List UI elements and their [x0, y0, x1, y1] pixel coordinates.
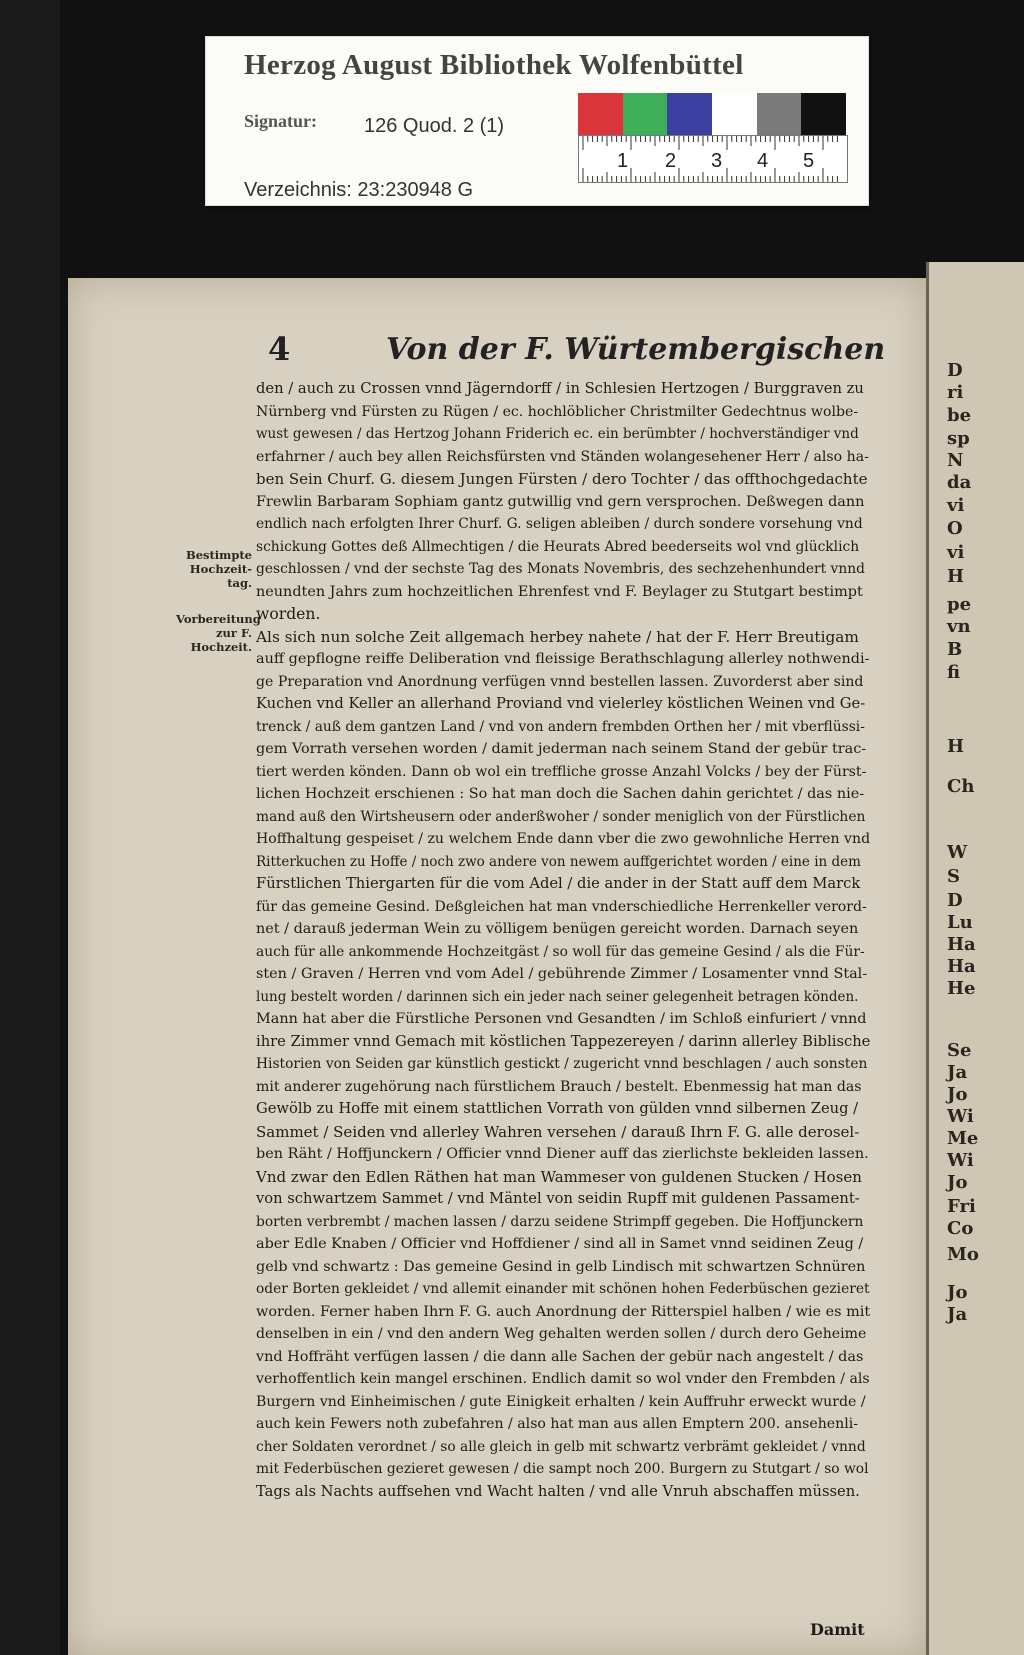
- text-line: neundten Jahrs zum hochzeitlichen Ehrenfest vnd F. Beylager zu Stutgart bestimpt: [256, 583, 863, 600]
- text-line: Historien von Seiden gar künstlich gestickt / zugericht vnnd beschlagen / auch sonsten: [256, 1056, 868, 1072]
- text-line: Als sich nun solche Zeit allgemach herbey nahete / hat der F. Herr Breutigam: [256, 627, 859, 646]
- text-line: auff gepflogne reiffe Deliberation vnd fleissige Berathschlagung allerley nothwendi-: [256, 651, 870, 667]
- text-line: trenck / auß dem gantzen Land / vnd von andern frembden Orthen her / mit vberflüssi-: [256, 718, 865, 735]
- verzeichnis-id: Verzeichnis: 23:230948 G: [244, 179, 474, 201]
- page-number: 4: [268, 330, 291, 368]
- text-line: auch für alle ankommende Hochzeitgäst / so woll für das gemeine Gesind / als die Für-: [256, 943, 865, 960]
- margin-note-wedding-date: Bestimpte Hochzeit-tag.: [185, 548, 252, 590]
- text-line: geschlossen / vnd der sechste Tag des Monats Novembris, des sechzehenhundert vnnd: [256, 561, 865, 577]
- facing-page-fragment: Wi: [947, 1106, 974, 1127]
- facing-page-fragment: Me: [947, 1128, 979, 1149]
- facing-page-fragment: Ja: [947, 1062, 968, 1083]
- text-line: mit Federbüschen gezieret gewesen / die sampt noch 200. Burgern zu Stutgart / so wol: [256, 1461, 869, 1477]
- facing-page-fragment: Lu: [947, 912, 973, 933]
- facing-page-fragment: da: [947, 472, 972, 493]
- text-line: auch kein Fewers noth zubefahren / also hat man aus allen Emptern 200. ansehenli-: [256, 1416, 859, 1432]
- facing-page: [926, 262, 1024, 1655]
- text-line: lichen Hochzeit erschienen : So hat man doch die Sachen dahin gerichtet / das nie-: [256, 786, 865, 802]
- facing-page-fragment: fi: [947, 662, 961, 683]
- text-line: ben Sein Churf. G. diesem Jungen Fürsten / dero Tochter / das offthochgedachte: [256, 470, 868, 488]
- text-line: oder Borten gekleidet / vnd allemit einander mit schönen hohen Federbüschen gezieret: [256, 1281, 870, 1297]
- facing-page-fragment: vi: [947, 495, 965, 516]
- text-line: Burgern vnd Einheimischen / gute Einigkeit erhalten / kein Auffruhr erweckt wurde /: [256, 1393, 866, 1410]
- facing-page-fragment: Jo: [947, 1282, 968, 1303]
- text-line: vnd Hoffräht verfügen lassen / die dann alle Sachen der gebür nach angestelt / das: [256, 1348, 864, 1365]
- text-line: für das gemeine Gesind. Deßgleichen hat man vnderschiedliche Herrenkeller verord-: [256, 898, 867, 915]
- text-line: gelb vnd schwartz : Das gemeine Gesind in gelb Lindisch mit schwartzen Schnüren: [256, 1258, 866, 1275]
- library-name: Herzog August Bibliothek Wolfenbüttel: [244, 49, 744, 81]
- text-line: lung bestelt worden / darinnen sich ein jeder nach seiner gelegenheit betragen könden.: [256, 988, 859, 1005]
- text-line: mand auß den Wirtsheusern oder anderßwoher / sonder meniglich von der Fürstlichen: [256, 808, 866, 825]
- text-line: Sammet / Seiden vnd allerley Wahren versehen / darauß Ihrn F. G. alle derosel-: [256, 1122, 860, 1141]
- signatur-value: 126 Quod. 2 (1): [364, 115, 505, 137]
- scale-ruler: [578, 135, 848, 183]
- text-line: ge Preparation vnd Anordnung verfügen vnnd bestellen lassen. Zuvorderst aber sind: [256, 673, 864, 690]
- text-line: Fürstlichen Thiergarten für die vom Adel / die ander in der Statt auff dem Marck: [256, 875, 861, 892]
- facing-page-fragment: Jo: [947, 1084, 968, 1105]
- facing-page-fragment: vi: [947, 542, 965, 563]
- swatch-gray: [757, 93, 802, 135]
- text-line: net / darauß jederman Wein zu völligem benügen gereicht worden. Darnach seyen: [256, 921, 859, 937]
- facing-page-fragment: Ch: [947, 776, 975, 797]
- facing-page-fragment: Ja: [947, 1304, 968, 1325]
- facing-page-fragment: Ha: [947, 956, 976, 977]
- swatch-blue: [667, 93, 712, 135]
- text-line: erfahrner / auch bey allen Reichsfürsten vnd Ständen wolangesehener Herr / also ha-: [256, 448, 869, 465]
- text-line: denselben in ein / vnd den andern Weg gehalten werden sollen / durch dero Geheime: [256, 1326, 867, 1342]
- library-label-card: [205, 36, 869, 206]
- text-line: verhoffentlich kein mangel erschinen. Endlich damit so wol vnder den Frembden / als: [256, 1371, 870, 1387]
- facing-page-fragment: D: [947, 360, 963, 381]
- facing-page-fragment: W: [947, 842, 968, 863]
- text-line: endlich nach erfolgten Ihrer Churf. G. seligen ableiben / durch sondere vorsehung vnd: [256, 516, 863, 532]
- facing-page-fragment: Mo: [947, 1244, 979, 1265]
- running-title: Von der F. Würtembergischen: [386, 332, 886, 367]
- text-line: Vnd zwar den Edlen Räthen hat man Wammeser von guldenen Stucken / Hosen: [256, 1167, 862, 1186]
- facing-page-fragment: O: [947, 518, 963, 539]
- facing-page-fragment: Wi: [947, 1150, 974, 1171]
- text-line: schickung Gottes deß Allmechtigen / die Heurats Abred beederseits wol vnd glücklich: [256, 538, 860, 555]
- text-line: Hoffhaltung gespeiset / zu welchem Ende dann vber die zwo gewohnliche Herren vnd: [256, 831, 870, 847]
- text-line: den / auch zu Crossen vnnd Jägerndorff / in Schlesien Hertzogen / Burggraven zu: [256, 380, 864, 397]
- text-line: gem Vorrath versehen worden / damit jederman nach seinem Stand der gebür trac-: [256, 741, 867, 757]
- text-line: cher Soldaten verordnet / so alle gleich in gelb mit schwartz verbrämt gekleidet / vnnd: [256, 1438, 866, 1455]
- text-line: Ritterkuchen zu Hoffe / noch zwo andere von newem auffgerichtet worden / eine in dem: [256, 853, 861, 870]
- text-line: Kuchen vnd Keller an allerhand Proviand vnd vielerley köstlichen Weinen vnd Ge-: [256, 695, 866, 712]
- ruler-number: 1: [617, 150, 629, 172]
- text-line: Frewlin Barbaram Sophiam gantz gutwillig vnd gern versprochen. Deßwegen dann: [256, 493, 865, 510]
- text-line: tiert werden könden. Dann ob wol ein treffliche grosse Anzahl Volcks / bey der Fürst-: [256, 763, 867, 780]
- facing-page-fragment: D: [947, 890, 963, 911]
- text-line: ben Räht / Hoffjunckern / Officier vnnd Diener auff das zierlichste bekleiden lassen.: [256, 1146, 869, 1162]
- facing-page-fragment: B: [947, 639, 963, 660]
- main-text-block: [256, 378, 870, 1503]
- scan-background: [0, 0, 60, 1655]
- facing-page-fragment: Fri: [947, 1196, 976, 1217]
- facing-page-fragment: be: [947, 405, 972, 426]
- text-line: Nürnberg vnd Fürsten zu Rügen / ec. hochlöblicher Christmilter Gedechtnus wolbe-: [256, 403, 859, 420]
- text-line: worden. Ferner haben Ihrn F. G. auch Anordnung der Ritterspiel halben / wie es mit: [256, 1303, 870, 1320]
- facing-page-fragment: H: [947, 736, 965, 757]
- facing-page-fragment: sp: [947, 428, 970, 449]
- facing-page-fragment: Jo: [947, 1172, 968, 1193]
- facing-page-fragment: H: [947, 566, 965, 587]
- ruler-number: 2: [665, 150, 677, 172]
- text-line: wust gewesen / das Hertzog Johann Friderich ec. ein berümbter / hochverständiger vnd: [256, 426, 859, 442]
- facing-page-fragment: ri: [947, 382, 964, 403]
- facing-page-fragment: Co: [947, 1218, 974, 1239]
- facing-page-fragment: Ha: [947, 934, 976, 955]
- swatch-red: [578, 93, 623, 135]
- margin-note-preparation: Vorbereitung zur F. Hochzeit.: [176, 612, 261, 654]
- catchword: Damit: [810, 1620, 865, 1639]
- signatur-label: Signatur:: [244, 111, 318, 131]
- text-line: mit anderer zugehörung nach fürstlichem Brauch / bestelt. Ebenmessig hat man das: [256, 1078, 862, 1095]
- text-line: von schwartzem Sammet / vnd Mäntel von seidin Rupff mit guldenen Passament-: [256, 1190, 860, 1207]
- page-header: [268, 330, 886, 380]
- text-line: worden.: [256, 605, 321, 623]
- color-calibration-bar: [578, 93, 846, 135]
- ruler-number: 3: [711, 150, 723, 172]
- facing-page-fragment: pe: [947, 594, 972, 615]
- text-line: ihre Zimmer vnnd Gemach mit köstlichen Tappezereyen / darinn allerley Biblische: [256, 1032, 870, 1050]
- facing-page-fragment: vn: [947, 616, 971, 637]
- text-line: Gewölb zu Hoffe mit einem stattlichen Vorrath von gülden vnnd silbernen Zeug /: [256, 1100, 859, 1117]
- facing-page-fragment: N: [947, 450, 964, 471]
- text-line: Tags als Nachts auffsehen vnd Wacht halten / vnd alle Vnruh abschaffen müssen.: [256, 1482, 860, 1500]
- ruler-number: 5: [803, 150, 815, 172]
- facing-page-fragment: S: [947, 866, 960, 887]
- facing-page-fragment: He: [947, 978, 976, 999]
- ruler-number: 4: [757, 150, 769, 172]
- text-line: Mann hat aber die Fürstliche Personen vnd Gesandten / im Schloß einfuriert / vnnd: [256, 1011, 867, 1027]
- swatch-black: [801, 93, 846, 135]
- text-line: borten verbrembt / machen lassen / darzu seidene Strimpff gegeben. Die Hoffjunckern: [256, 1213, 864, 1230]
- text-line: aber Edle Knaben / Officier vnd Hoffdiener / sind all in Samet vnnd seidinen Zeug /: [256, 1236, 864, 1252]
- facing-page-fragment: Se: [947, 1040, 972, 1061]
- swatch-green: [623, 93, 668, 135]
- swatch-white: [712, 93, 757, 135]
- text-line: sten / Graven / Herren vnd vom Adel / gebührende Zimmer / Losamenter vnnd Stal-: [256, 966, 868, 982]
